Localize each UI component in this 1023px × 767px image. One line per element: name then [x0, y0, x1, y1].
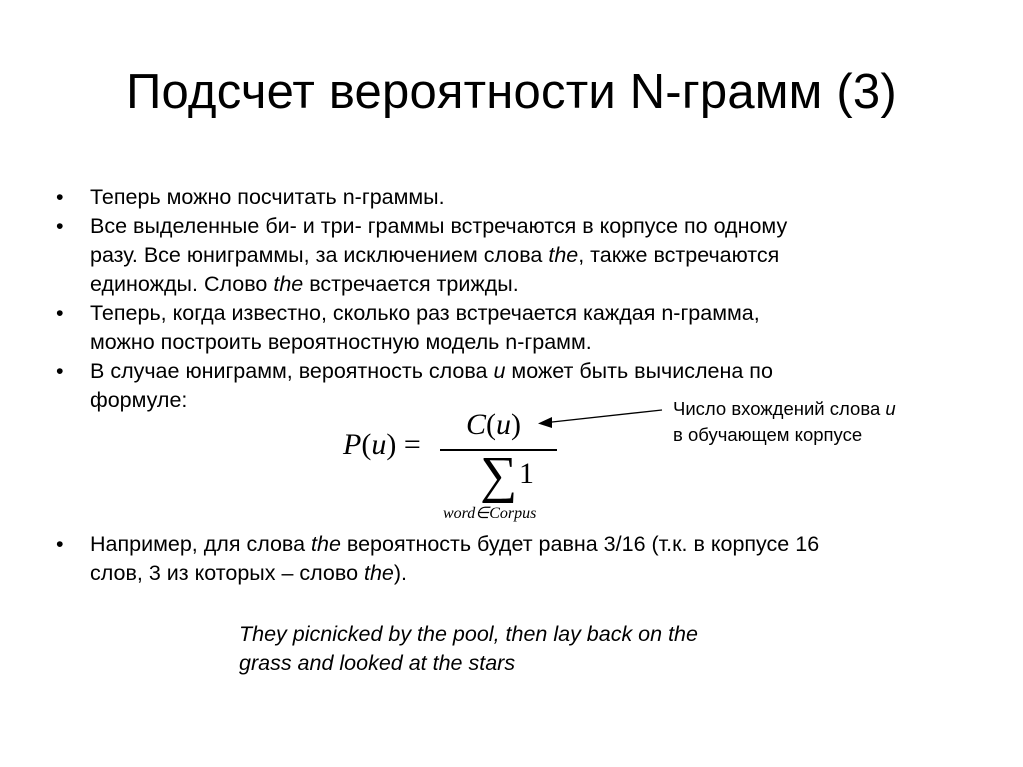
bullet-4-line-1-text-end: может быть вычислена по: [505, 359, 773, 383]
emphasis-u: u: [493, 359, 506, 383]
formula-c: C: [466, 408, 487, 441]
bullet-5-line-2-text: слов, 3 из которых – слово: [90, 561, 364, 585]
bullet-4-line-2: формуле:: [90, 388, 188, 412]
example-sentence-line-2: grass and looked at the stars: [239, 651, 516, 675]
bullet-marker-icon: •: [56, 301, 64, 325]
annotation-line-2: в обучающем корпусе: [673, 424, 863, 445]
formula-lhs: P(u) =: [343, 428, 421, 461]
sum-term: 1: [519, 457, 534, 490]
bullet-5-line-2: [90, 559, 990, 588]
bullet-2-line-2-text-end: , также встречаются: [578, 243, 780, 267]
formula-numerator: C(u): [466, 408, 522, 441]
slide-title: Подсчет вероятности N-грамм (3): [126, 65, 897, 119]
example-sentence: [239, 620, 698, 678]
bullet-marker-icon: •: [56, 214, 64, 238]
bullet-5-line-1: [90, 530, 990, 559]
bullet-5-line-2-text-end: ).: [393, 561, 408, 585]
bullet-5-line-1-text: Например, для слова: [90, 532, 312, 556]
annotation-line-1-text: Число вхождений слова: [673, 398, 886, 419]
emphasis-the: the: [273, 272, 304, 296]
example-sentence-line-1: They picnicked by the pool, then lay back on the: [239, 622, 698, 646]
bullet-marker-icon: •: [56, 185, 64, 209]
bullet-2-line-3-text: единожды. Слово: [90, 272, 274, 296]
emphasis-the: the: [364, 561, 394, 585]
bullet-5-line-1-text-end: вероятность будет равна 3/16 (т.к. в корпусе 16: [340, 532, 820, 556]
emphasis-u: u: [885, 398, 896, 419]
bullet-marker-icon: •: [56, 359, 64, 383]
formula-p: P: [343, 428, 362, 461]
bullet-2-line-1: Все выделенные би- и три- граммы встречаются в корпусе по одному: [90, 214, 788, 238]
bullet-3-line-1: Теперь, когда известно, сколько раз встречается каждая n-грамма,: [90, 301, 760, 325]
bullet-2-line-2-text: разу. Все юниграммы, за исключением слова: [90, 243, 549, 267]
formula-annotation: [673, 396, 896, 448]
emphasis-the: the: [548, 243, 579, 267]
formula-u: u: [496, 408, 512, 441]
bullet-marker-icon: •: [56, 532, 64, 556]
annotation-line-1: [673, 396, 896, 422]
sum-index: word∈Corpus: [443, 505, 537, 522]
sum-symbol-icon: ∑: [480, 447, 518, 504]
bullet-2-line-3-text-end: встречается трижды.: [303, 272, 519, 296]
formula-u: u: [371, 428, 387, 461]
bullet-3-line-2: можно построить вероятностную модель n-грамм.: [90, 330, 592, 354]
bullet-4-line-1-text: В случае юниграмм, вероятность слова: [90, 359, 494, 383]
emphasis-the: the: [311, 532, 341, 556]
bullet-1-line-1: Теперь можно посчитать n-граммы.: [90, 185, 445, 209]
